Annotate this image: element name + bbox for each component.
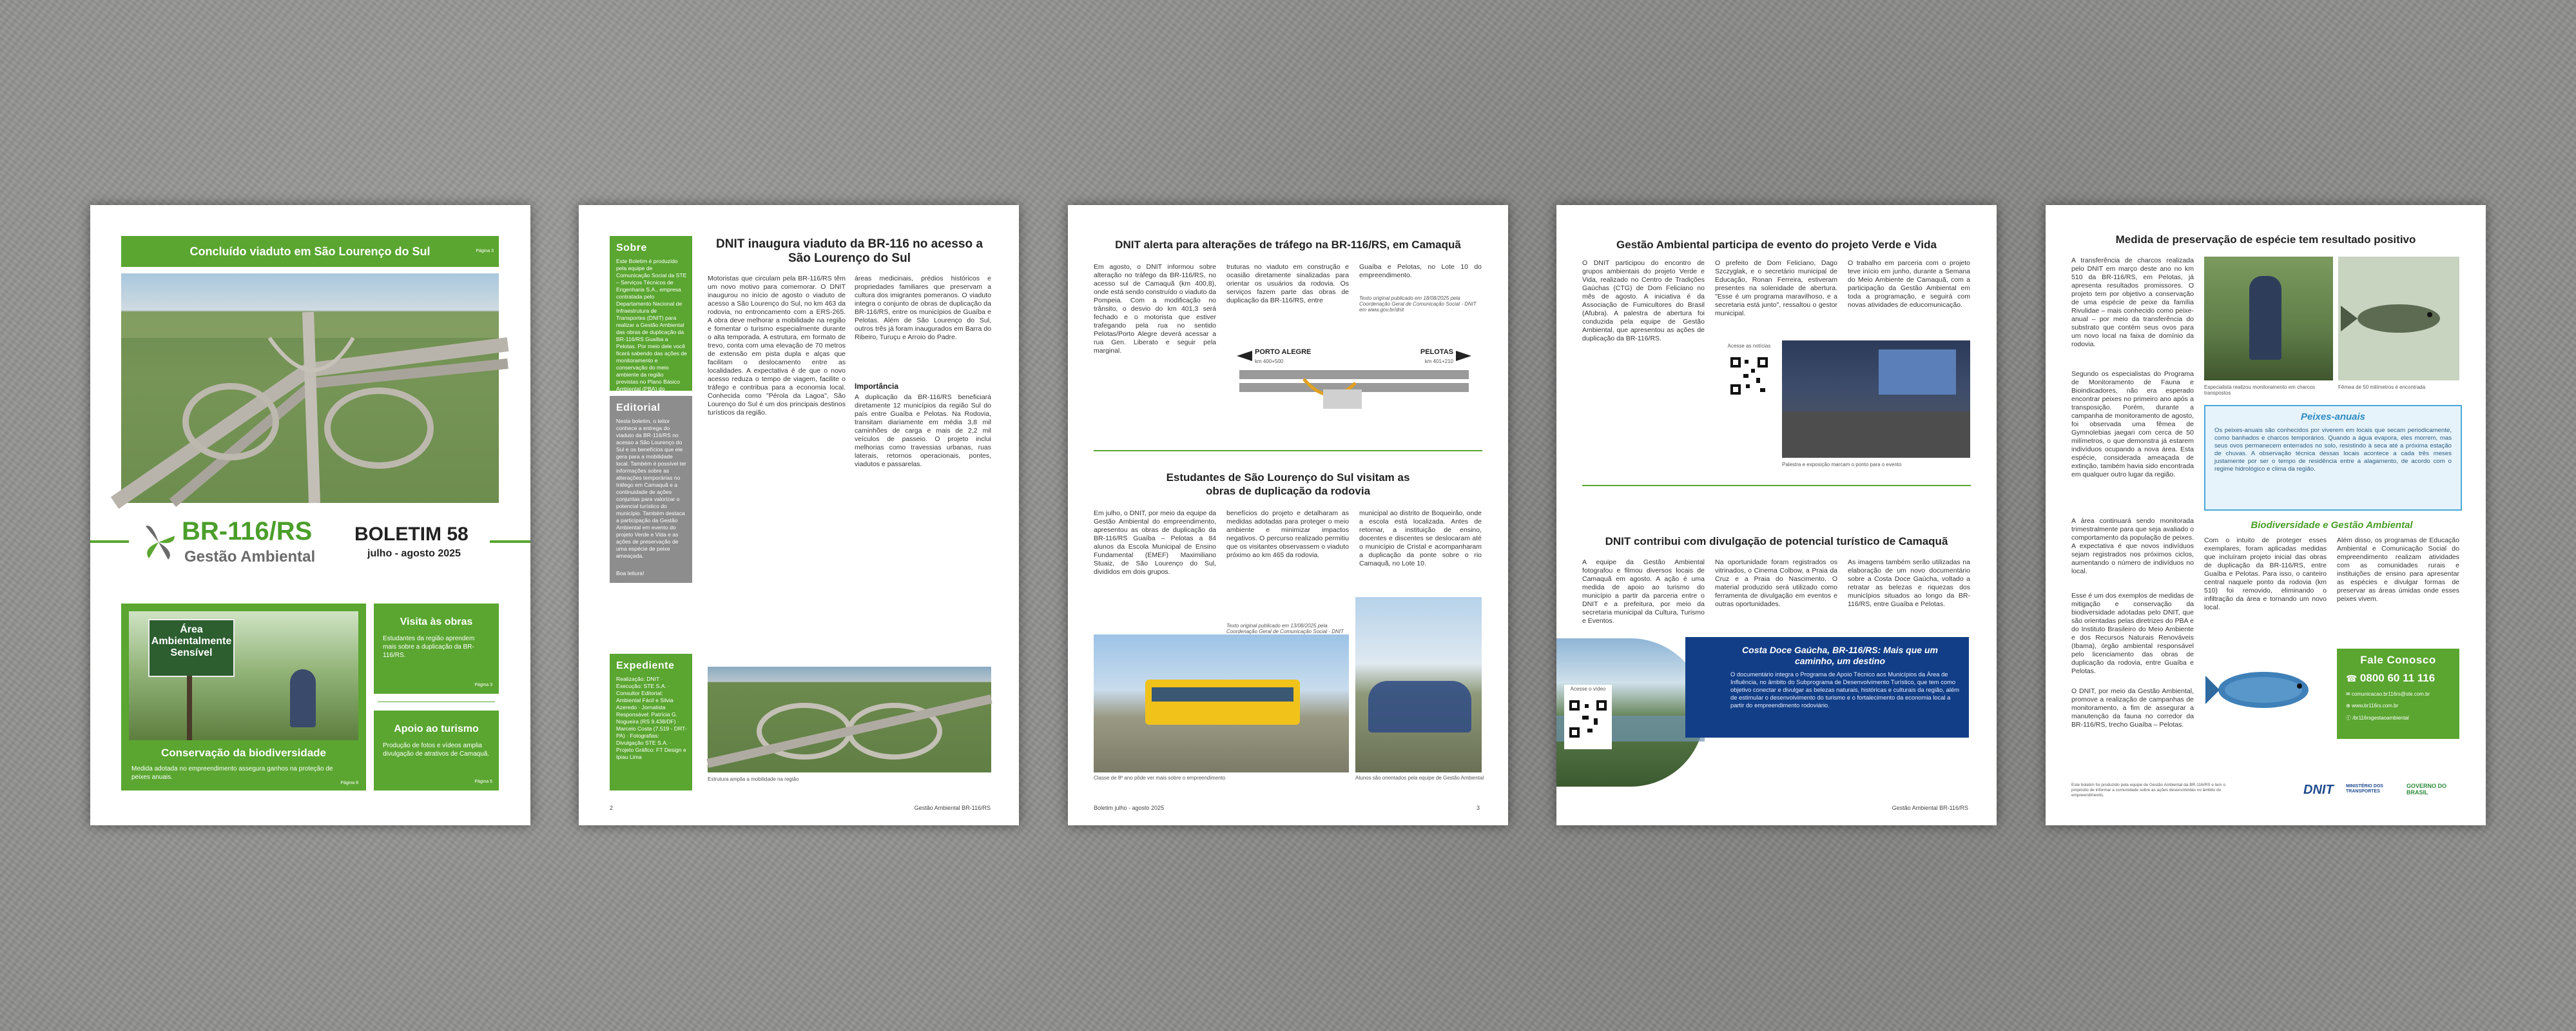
editorial-box [610, 396, 692, 583]
tourism-box [374, 711, 499, 790]
bulletin-number: BOLETIM 58 [354, 524, 469, 545]
group-caption: Alunos são orientados pela equipe de Gestão Ambiental [1355, 775, 1484, 781]
about-text: Este Boletim é produzido pela equipe de Comunicação Social da STE – Serviços Técnicos de Engenharia S.A., empresa contratada pelo Departamento Nacional de Infraestrutura de Transportes (DNIT) para realizar a Gestão Ambiental das obras de duplicação da BR-116/RS Guaíba a Pelotas. Por meio dele você ficará sabendo das ações de monitoramento e conservação do meio ambiente da região previstas no Plano Básico Ambiental (PBA) do [616, 258, 687, 392]
tourism-text: Produção de fotos e vídeos amplia divulgação de atrativos de Camaquã. [383, 742, 490, 758]
page-footer: Boletim julho - agosto 2025 [1094, 805, 1165, 811]
map-porto-alegre-km: km 400+500 [1255, 358, 1284, 364]
map-porto-alegre: PORTO ALEGRE [1255, 348, 1312, 356]
logo-subtitle: Gestão Ambiental [184, 548, 316, 565]
contact-email: comunicacao.br116rs@ste.com.br [2351, 691, 2430, 697]
cover-page [90, 205, 530, 825]
video-qr-label: Acesse o vídeo [1570, 686, 1606, 692]
fish-illustration [2204, 650, 2327, 727]
qr-code-video-icon [1568, 699, 1608, 739]
dnit-logo: DNIT [2303, 783, 2334, 797]
article-title: DNIT inaugura viaduto da BR-116 no acesso a São Lourenço do Sul [716, 237, 983, 265]
biodiversity-title: Conservação da biodiversidade [160, 747, 327, 759]
page-4 [1556, 205, 1997, 825]
interchange-caption: Estrutura amplia a mobilidade na região [708, 776, 799, 782]
tourism-col-2: Na oportunidade foram registrados os vitrinados, o Cinema Colbow, a Praia da Cruz e a Praia do Nascimento. O material produzido será utilizado como ferramenta de divulgação em eventos e outras oportunidades. [1715, 558, 1837, 608]
page-2 [579, 205, 1019, 825]
sign-line-2: Ambientalmente [151, 636, 232, 647]
students-bus-photo [1094, 634, 1349, 772]
cover-header [121, 236, 499, 267]
page-footer: Gestão Ambiental BR-116/RS [914, 805, 991, 811]
government-logo: GOVERNO DO BRASIL [2407, 783, 2447, 796]
interchange-drawing [121, 273, 499, 503]
biodiversity-col-1: Com o intuito de proteger esses exemplares, foram aplicadas medidas que incluíram projeto inicial das obras de duplicação da BR-116/RS, entre Guaíba e Pelotas. Para isso, o canteiro central naquele ponto da rodovia (km 510) foi removido, eliminando o infiltração da área e tornando um novo local. [2204, 536, 2327, 611]
students-title: Estudantes de São Lourenço do Sul visitam as obras de duplicação da rodovia [1166, 471, 1410, 497]
traffic-col-3: Guaíba e Pelotas, no Lote 10 do empreendimento. [1359, 263, 1482, 279]
cover-header-page: Página 3 [476, 249, 494, 253]
fish-icon [2338, 257, 2459, 380]
contact-social: /br116rsgestaoambiental [2352, 715, 2409, 721]
logo-road-name: BR-116/RS [182, 517, 313, 545]
species-col-1d: Esse é um dos exemplos de medidas de mitigação e conservação da biodiversidade adotadas pelo DNIT, que são orientadas pelas diretrizes do PBA e do Instituto Brasileiro do Meio Ambiente e dos Recursos Naturais Renováveis (Ibama), órgão ambiental responsável pelo licenciamento das obras de duplicação da rodovia, entre Guaíba e Pelotas. [2071, 592, 2194, 675]
contact-site: www.br116rs.com.br [2351, 703, 2399, 709]
visit-title: Visita às obras [400, 616, 473, 627]
news-qr-block[interactable] [1725, 343, 1773, 407]
page-5 [2046, 205, 2486, 825]
event-col-2: O prefeito de Dom Feliciano, Dago Szczyglak, e o secretário municipal de Educação, Ronan Ferreira, estiveram presentes na solenidade de abertura. "Esse é um programa maravilhoso, e a secretaria está junto", ressaltou o gestor municipal. [1715, 259, 1837, 317]
map-pelotas: PELOTAS [1420, 348, 1453, 356]
tourism-page: Página 6 [474, 780, 492, 784]
page-number: 2 [610, 805, 614, 811]
students-col-2: benefícios do projeto e detalharam as medidas adotadas para proteger o meio ambiente e minimizar impactos negativos. O percurso realizado permitiu que os visitantes observassem o viaduto próximo ao km 465 da rodovia. [1226, 509, 1349, 559]
interchange-photo [708, 667, 991, 772]
ministry-logo: MINISTÉRIO DOS TRANSPORTES [2346, 784, 2383, 794]
event-photo-caption: Palestra e exposição marcam o ponto para o evento [1782, 462, 1902, 467]
editorial-text: Nesta boletim, o leitor conhece a entrega do viaduto da BR-116/RS no acesso a São Lourenço do Sul e os benefícios que ele gera para a mobilidade local. Também é possível ter informações sobre as alterações temporárias no tráfego em Camaquã e a continuidade de ações conjuntas para valorizar o potencial turístico do município. Também destaca a participação da Gestão Ambiental em evento do projeto Verde e Vida e as ações de preservação de uma espécie de peixe ameaçada. [616, 418, 686, 559]
globe-icon: ⊕ [2346, 703, 2350, 709]
students-col-1: Em julho, o DNIT, por meio da equipe da Gestão Ambiental do empreendimento, apresentou as obras de duplicação da BR-116/RS Guaíba – Pelotas a 84 alunos da Escola Municipal de Ensino Fundamental (EMEF) Maximiliano Stuaiz, de São Lourenço do Sul, divididos em dois grupos. [1094, 509, 1216, 576]
expediente-title: Expediente [616, 660, 675, 671]
fish-caption: Fêmea de 50 milímetros é encontrada [2338, 384, 2426, 390]
page-footer: Gestão Ambiental BR-116/RS [1892, 805, 1968, 811]
detour-map [1226, 331, 1482, 428]
biodiversity-col-2: Além disso, os programas de Educação Ambiental e Comunicação Social do empreendimento realizam atividades com as comunidades rurais e instituições de ensino para apresentar as espécies e divulgar formas de preservar as áreas úmidas onde esses peixes vivem. [2337, 536, 2459, 603]
bulletin-period: julho - agosto 2025 [367, 548, 461, 559]
biodiversity-title: Biodiversidade e Gestão Ambiental [2251, 520, 2413, 531]
interchange-photo-drawing [708, 667, 991, 772]
annual-fish-box [2204, 405, 2462, 511]
qr-code-icon [1729, 356, 1769, 396]
fish-illustration-icon [2204, 650, 2327, 727]
annual-fish-text: Os peixes-anuais são conhecidos por viverem em locais que secam periodicamente, como banhados e charcos temporários. Quando a água evapora, eles morrem, mas seus ovos permanecem enterrados no solo, resistindo à seca até a próxima estação de chuvas. A observação técnica dessas locais acontece a cada três meses justamente por ser o tempo de residência entre a alagamento, de acordo com o regime hidrológico e clima da região. [2214, 427, 2452, 473]
contact-phone: 0800 60 11 116 [2359, 672, 2436, 684]
biodiversity-text: Medida adotada no empreendimento assegura ganhos na proteção de peixes anuais. [131, 765, 333, 781]
species-title: Medida de preservação de espécie tem resultado positivo [2115, 233, 2416, 246]
article-col-1: Motoristas que circulam pela BR-116/RS têm um novo motivo para comemorar. O DNIT inaugurou no início de agosto o viaduto de acesso a São Lourenço do Sul, no km 463 da rodovia, no entroncamento com a ERS-265. A obra deve melhorar a mobilidade na região e fomentar o turismo especialmente durante o alta temporada. A estrutura, em formato de trevo, conta com uma elevação de 70 metros de extensão em pista dupla e alças que facilitam o deslocamento entre as localidades. A expectativa é de que o novo acesso reduza o tempo de viagem, facilite o tráfego e contribua para a economia local. Conhecida como "Pérola da Lagoa", São Lourenço do Sul é um dos principais destinos turísticos da região. [708, 275, 846, 417]
tourism-col-1: A equipe da Gestão Ambiental fotografou e filmou diversos locais de Camaquã em agosto. A ação é uma medida de apoio ao turismo do município a partir da parceria entre o DNIT e a prefeitura, por meio da secretaria municipal da Cultura, Turismo e Eventos. [1582, 558, 1705, 625]
event-col-3: O trabalho em parceria com o projeto teve início em junho, durante a Semana do Meio Ambiente de Camaquã, com a participação da Gestão Ambiental em toda a programação, e seguirá com novas atividades de educomunicação. [1848, 259, 1970, 309]
tourism-col-3: As imagens também serão utilizadas na elaboração de um novo documentário sobre a Costa Doce Gaúcha, voltado a retratar as belezas e riquezas dos municípios situados ao longo da BR-116/RS, entre Guaíba e Pelotas. [1848, 558, 1970, 608]
article-col-2: áreas medicinais, prédios históricos e propriedades familiares que preservam a cultura dos imigrantes pomeranos. O viaduto integra o conjunto de obras de duplicação da BR-116/RS, entre os municípios de Guaíba e Pelotas. Além de São Lourenço do Sul, outros três já foram inaugurados em Barra do Ribeiro, Turuçu e Arroio do Padre. [855, 275, 991, 341]
species-intro: A transferência de charcos realizada pelo DNIT em março deste ano no km 510 da BR-116/RS, em Pelotas, já apresenta resultados promissores. O projeto tem por objetivo a conservação de uma espécie de peixe da família Rivulidae – mais conhecido como peixe-anual – por meio da transferência do substrato que contém seus ovos para um novo local na faixa de domínio da rodovia. [2071, 257, 2194, 348]
bus-caption: Classe de 8º ano pôde ver mais sobre o empreendimento [1094, 775, 1226, 781]
students-source: Texto original publicado em 13/08/2025 pela Coordenação Geral de Comunicação Social - DNIT [1226, 623, 1344, 634]
tourism-title: Apoio ao turismo [394, 723, 479, 734]
biodiversity-box [121, 604, 366, 790]
expediente-box [610, 654, 692, 790]
cover-header-title: Concluído viaduto em São Lourenço do Sul [189, 245, 431, 258]
about-box [610, 236, 692, 391]
editorial-title: Editorial [616, 402, 661, 413]
biodiversity-page: Página 8 [340, 781, 358, 785]
species-col-1e: O DNIT, por meio da Gestão Ambiental, promove a realização de campanhas de monitoramento, a fim de assegurar a manutenção da fauna no corredor da BR-116/RS, trecho Guaíba – Pelotas. [2071, 687, 2194, 729]
documentary-title: Costa Doce Gaúcha, BR-116/RS: Mais que um caminho, um destino [1742, 645, 1938, 666]
traffic-col-1: Em agosto, o DNIT informou sobre alteração no tráfego da BR-116/RS, no acesso sul de Camaquã (km 400,8), onde está sendo construído o viaduto da Pompeia. Com a modificação no trânsito, o desvio do km 401,3 será fechado e o motorista que estiver trafegando pela rua no sentido Pelotas/Porto Alegre deverá acessar a rua Gen. Liberato e seguir pela marginal. [1094, 263, 1216, 355]
contact-phone-row[interactable] [2346, 672, 2455, 685]
documentary-box [1685, 637, 1969, 738]
contact-social-row[interactable] [2346, 714, 2455, 722]
traffic-col-2: truturas no viaduto em construção e ocasião diretamente sinalizadas para orientar os usuários da rodovia. Os serviços fazem parte das obras de duplicação da BR-116/RS, entre [1226, 263, 1349, 304]
viaduct-aerial-photo [121, 273, 499, 503]
contact-email-row[interactable] [2346, 691, 2455, 697]
traffic-title: DNIT alerta para alterações de tráfego na BR-116/RS, em Camaquã [1115, 239, 1461, 251]
tourism-article-title: DNIT contribui com divulgação de potencial turístico de Camaquã [1605, 535, 1948, 547]
article-col-2b: A duplicação da BR-116/RS beneficiará diretamente 12 municípios da região Sul do país entre Guaíba e Pelotas. Na Rodovia, transitam diariamente em média 3,8 mil caminhões de carga e mais de 2,2 mil veículos de passeio. O projeto inclui melhorias como travessias urbanas, ruas laterais, retornos operacionais, pontes, viadutos e passarelas. [855, 393, 991, 468]
event-col-1: O DNIT participou do encontro de grupos ambientais do projeto Verde e Vida, realizado no Centro de Tradições Gaúchas (CTG) de Dom Feliciano no mês de agosto. A iniciativa é da Associação de Fumicultores do Brasil (Afubra). A palestra de abertura foi conduzida pela equipe de Gestão Ambiental, que apresentou as ações de duplicação da BR-116/RS. [1582, 259, 1705, 342]
event-title: Gestão Ambiental participa de evento do projeto Verde e Vida [1616, 239, 1937, 251]
page-number: 3 [1476, 805, 1480, 811]
sign-line-1: Área [180, 624, 203, 635]
visit-page: Página 3 [474, 683, 492, 687]
video-qr-block[interactable] [1564, 685, 1612, 749]
visit-box [374, 604, 499, 694]
species-col-1c: A área continuará sendo monitorada trimestralmente para que seja avaliado o comportamento da população de peixes. A expectativa é que novos indivíduos sejam registrados nos próximos ciclos, aumentando o número de indivíduos no local. [2071, 517, 2194, 575]
sign-photo [129, 611, 358, 740]
event-photo [1782, 340, 1970, 458]
environment-sign [148, 619, 235, 677]
page-3 [1068, 205, 1508, 825]
editorial-sign: Boa leitura! [616, 570, 644, 576]
contact-site-row[interactable] [2346, 703, 2455, 709]
species-col-1b: Segundo os especialistas do Programa de Monitoramento de Fauna e Bioindicadores, não era esperado encontrar peixes no primeiro ano após a transposição. Porém, durante a campanha de monitoramento de agosto, foi observada uma fêmea de Gymnolebias jaegari com cerca de 50 milímetros, o que demonstra já estarem indivíduos ocupando a nova área. Esta espécie, considerada ameaçada de extinção, também havia sido encontrada em qualquer outro lugar da região. [2071, 370, 2194, 478]
documentary-text: O documentário integra o Programa de Apoio Técnico aos Municípios da Área de Influência, no âmbito do Subprograma de Desenvolvimento Turístico, que tem como objetivo conectar e divulgar as belezas naturais, históricas e culturais da região, além de estimular o desenvolvimento do turismo e o fortalecimento da economia local a partir do empreendimento rodoviário. [1730, 671, 1959, 709]
expediente-text: Realização: DNIT · Execução: STE S.A. · Consultor Editorial: Ambiental Fácil e Silvia Azeredo · Jornalista Responsável: Patrícia G. Nogueira (RS 9.438/DF) · Marcelo Costa (7.519 - DRT-PA) · Fotografias: Divulgação STE S.A. · Projeto Gráfico: FT Design e Ipiau Lima [616, 676, 687, 760]
contact-title: Fale Conosco [2360, 654, 2436, 666]
traffic-source: Texto original publicado em 18/08/2025 pela Coordenação Geral de Comunicação Social - DNIT em www.gov.br/dnit [1359, 295, 1477, 313]
map-pelotas-km: km 401+210 [1424, 358, 1453, 364]
news-qr-label: Acesse as notícias [1727, 343, 1771, 349]
specialist-photo [2204, 257, 2333, 380]
cover-logo-band [90, 513, 530, 571]
visit-text: Estudantes da região aprendem mais sobre a duplicação da BR-116/RS. [383, 635, 475, 659]
email-icon: ✉ [2346, 691, 2350, 697]
fish-photo [2338, 257, 2459, 380]
about-title: Sobre [616, 242, 647, 253]
students-col-3: municipal ao distrito de Boqueirão, onde a escola está localizada. Antes de retornar, a instituição de ensino, docentes e discentes se deslocaram até o município de Cristal e acompanharam a duplicação da ponte sobre o rio Camaquã, no Lote 10. [1359, 509, 1482, 567]
leaf-logo-icon [139, 520, 178, 565]
sign-line-3: Sensível [170, 647, 213, 658]
detour-map-drawing [1226, 331, 1482, 428]
importance-title: Importância [855, 382, 899, 391]
specialist-caption: Especialista realizou monitoramento em charcos transpostos [2204, 384, 2316, 396]
students-group-photo [1355, 597, 1482, 772]
annual-fish-title: Peixes-anuais [2300, 411, 2366, 422]
contact-box [2337, 649, 2459, 739]
social-icon: ⓕ [2346, 715, 2351, 721]
footnote: Este boletim foi produzido pela equipe de Gestão Ambiental da BR-116/RS e tem o propósito de informar a comunidade sobre as ações desenvolvidas no âmbito do empreendimento. [2071, 783, 2226, 798]
phone-icon: ☎ [2346, 673, 2358, 683]
